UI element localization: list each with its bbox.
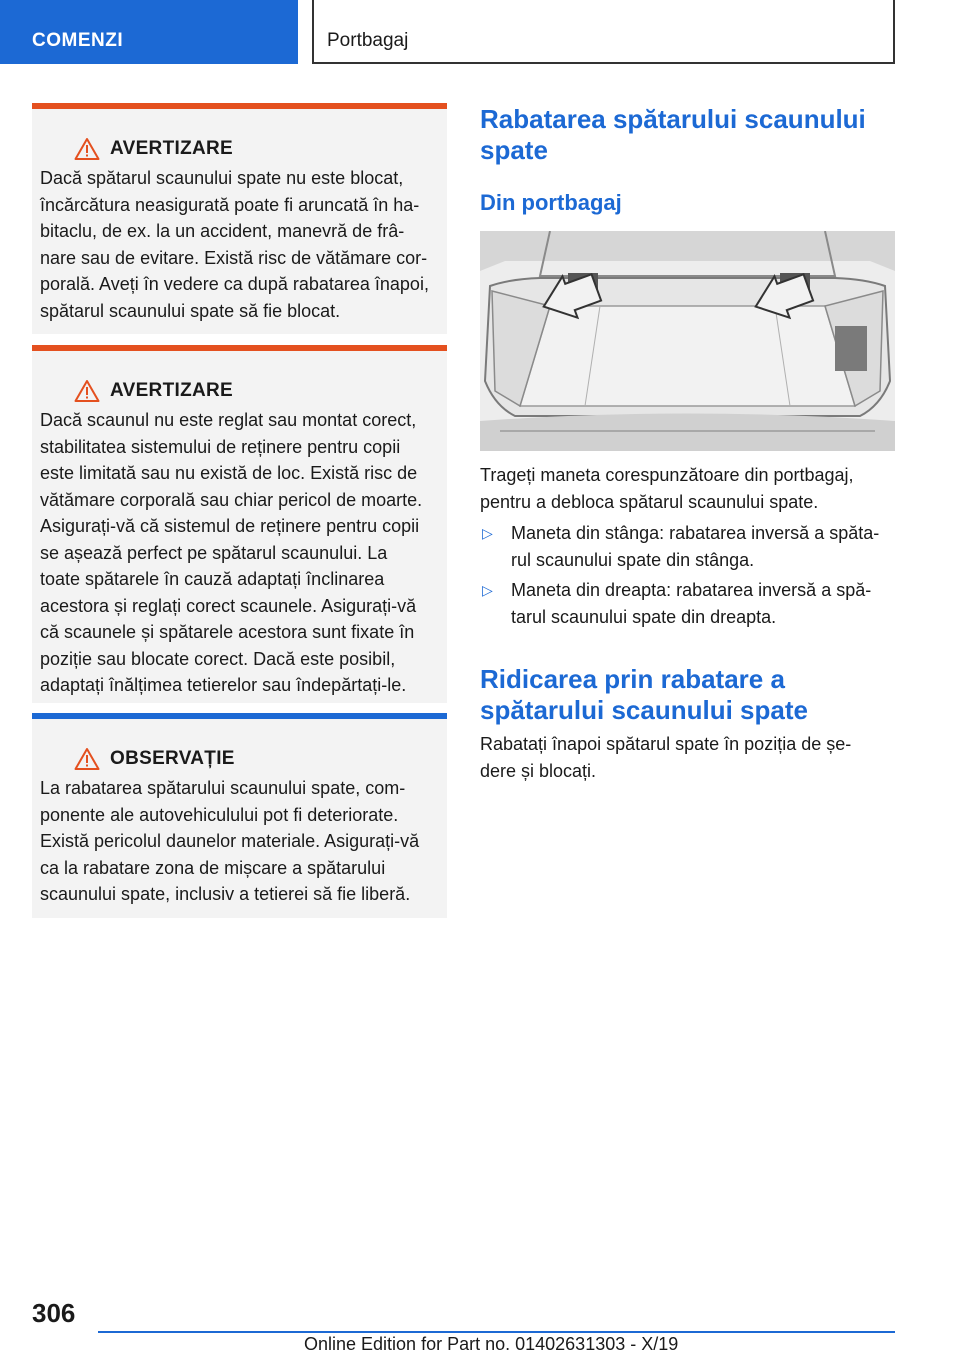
text-line: Rabatați înapoi spătarul spate în poziția de șe- [480, 734, 852, 754]
text-line: tarul scaunului spate din dreapta. [511, 606, 777, 627]
edition-text: Online Edition for Part no. 01402631303 - X/19 [304, 1334, 679, 1354]
notice-title: OBSERVAȚIE [110, 748, 235, 769]
text-line: nare sau de evitare. Există risc de vătămare cor- [40, 247, 428, 268]
notice-title: AVERTIZARE [110, 380, 233, 401]
heading-line: Rabatarea spătarului scaunului [480, 104, 866, 134]
section-heading-2 [480, 664, 900, 726]
text-line: bitaclu, de ex. la un accident, manevră de frâ- [40, 221, 405, 241]
trunk-seat-release-levers-illustration [480, 231, 895, 451]
text-line: vătămare corporală sau chiar pericol de moarte. [40, 489, 423, 510]
text-line: Dacă scaunul nu este reglat sau montat corect, [40, 410, 417, 430]
footer-divider [98, 1331, 895, 1333]
text-line: ca la rabatare zona de mișcare a spătarului [40, 857, 386, 878]
bullet-arrow-icon: ▷ [482, 525, 493, 541]
final-paragraph [480, 731, 895, 784]
text-line: La rabatarea spătarului scaunului spate, com- [40, 778, 406, 798]
subheading: Din portbagaj [480, 190, 622, 215]
text-line: adaptați înălțimea tetierelor sau îndepărtați-le. [40, 675, 407, 695]
text-line: Dacă spătarul scaunului spate nu este blocat, [40, 168, 404, 188]
notice-triangle-icon [74, 747, 100, 771]
observation-box [32, 713, 447, 918]
trunk-figure [480, 231, 895, 451]
warning-triangle-icon [74, 137, 100, 161]
notice-body [40, 407, 439, 699]
notice-body [40, 775, 439, 908]
text-line: pentru a debloca spătarul scaunului spate. [480, 491, 819, 512]
text-line: Asigurați-vă că sistemul de reținere pentru copii [40, 516, 420, 536]
text-line: Maneta din dreapta: rabatarea inversă a spă- [511, 580, 872, 600]
section-heading [480, 104, 900, 166]
text-line: acestora și reglați corect scaunele. Asigurați-vă [40, 595, 417, 616]
section-tab: COMENZI [0, 0, 298, 64]
text-line: ponente ale autovehiculului pot fi deteriorate. [40, 804, 399, 825]
text-line: încărcătura neasigurată poate fi aruncată în ha- [40, 194, 420, 215]
heading-line: spate [480, 135, 548, 165]
page-number: 306 [32, 1298, 76, 1328]
bullet-item-left [480, 520, 895, 573]
notice-body [40, 165, 439, 324]
text-line: Maneta din stânga: rabatarea inversă a spăta- [511, 523, 880, 543]
text-line: rul scaunului spate din stânga. [511, 549, 755, 570]
warning-box-2 [32, 345, 447, 703]
bullet-arrow-icon: ▷ [482, 582, 493, 598]
text-line: se așează perfect pe spătarul scaunului. La [40, 542, 388, 563]
heading-line: Ridicarea prin rabatare a [480, 664, 785, 694]
notice-title: AVERTIZARE [110, 138, 233, 159]
text-line: stabilitatea sistemului de reținere pentru copii [40, 436, 401, 457]
text-line: spătarul scaunului spate să fie blocat. [40, 300, 341, 321]
chapter-title: Portbagaj [312, 0, 895, 64]
warning-box-1 [32, 103, 447, 334]
text-line: scaunului spate, inclusiv a tetierei să fie liberă. [40, 884, 411, 904]
text-line: Trageți maneta corespunzătoare din portbagaj, [480, 465, 854, 485]
text-line: porală. Aveți în vedere ca după rabatarea înapoi, [40, 274, 429, 294]
text-line: este limitată sau nu există de loc. Există risc de [40, 463, 418, 483]
intro-paragraph [480, 462, 895, 515]
text-line: poziție sau blocate corect. Dacă este posibil, [40, 648, 396, 669]
text-line: dere și blocați. [480, 760, 597, 781]
text-line: că scaunele și spătarele acestora sunt fixate în [40, 622, 415, 642]
warning-triangle-icon [74, 379, 100, 403]
heading-line: spătarului scaunului spate [480, 695, 808, 725]
bullet-item-right [480, 577, 895, 630]
text-line: toate spătarele în cauză adaptați înclinarea [40, 569, 385, 589]
text-line: Există pericolul daunelor materiale. Asigurați-vă [40, 831, 420, 851]
